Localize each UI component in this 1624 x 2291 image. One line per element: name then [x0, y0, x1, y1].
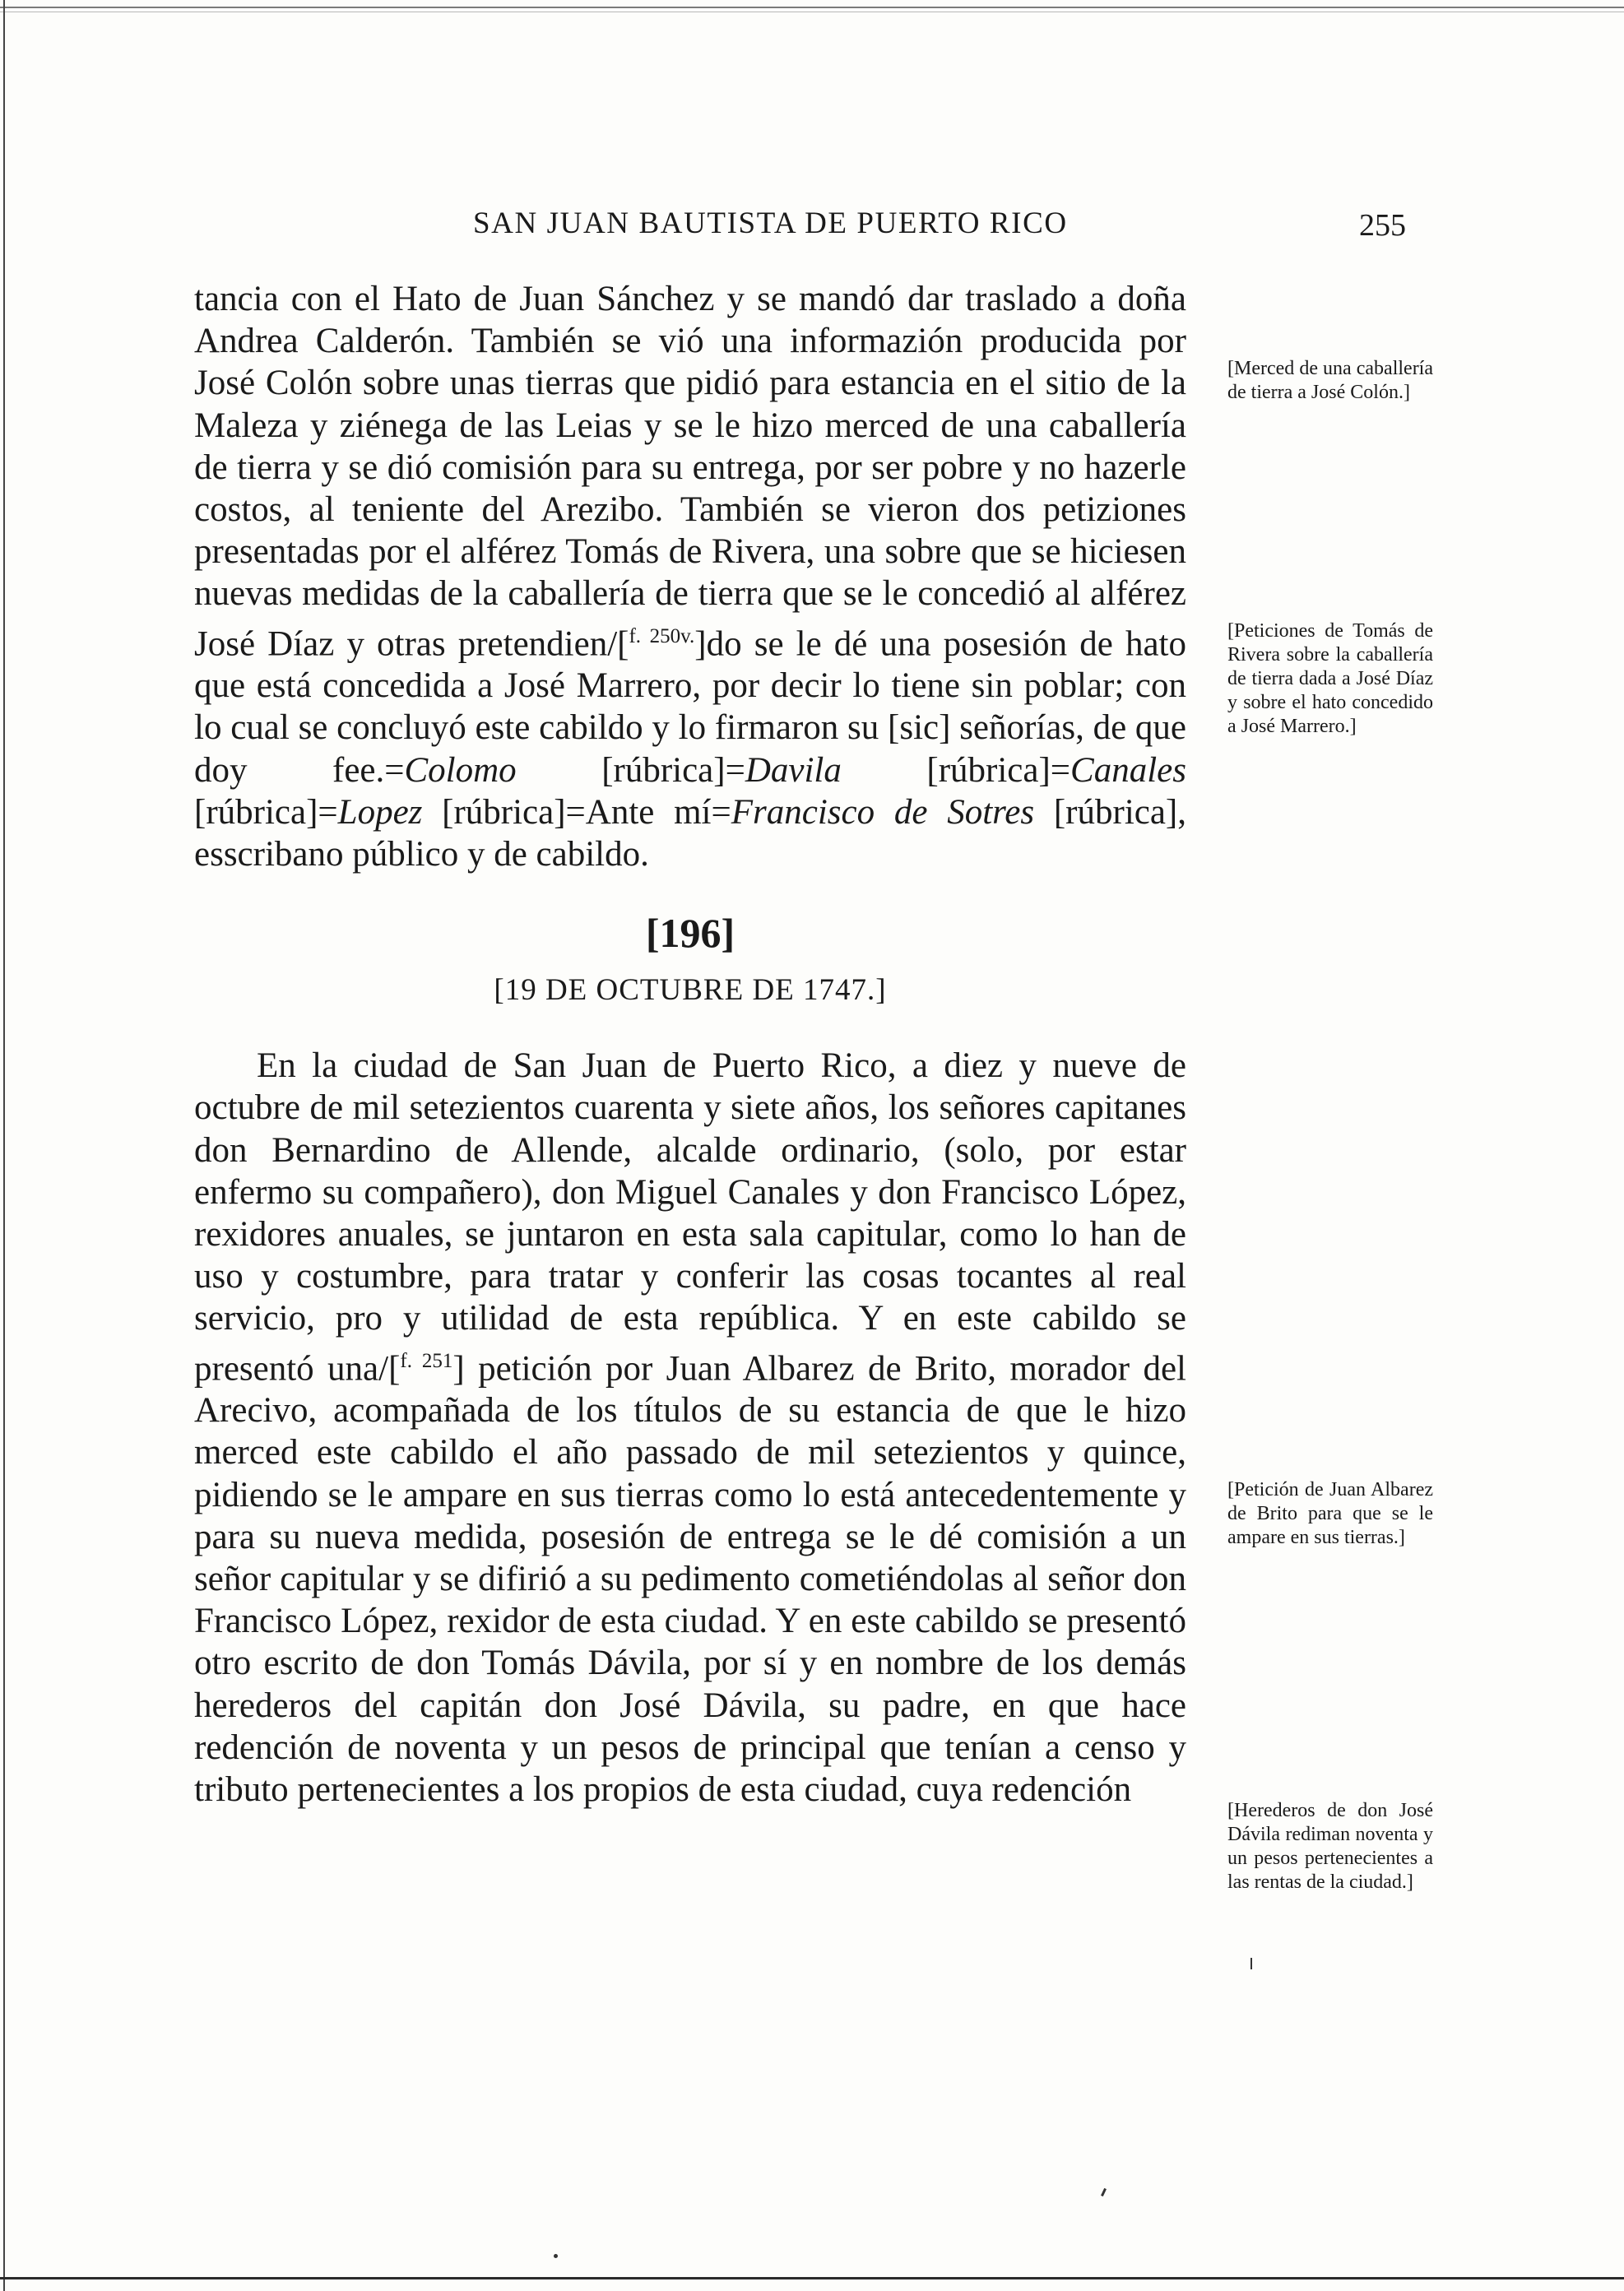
running-head: SAN JUAN BAUTISTA DE PUERTO RICO [473, 206, 1068, 240]
page-left-edge [3, 0, 5, 2291]
page-number: 255 [1359, 208, 1406, 243]
rubrica-text: [rúbrica]= [194, 792, 338, 832]
continued-text-b: ]do se le dé una posesión de hato que está concedida a José Marrero, por decir lo tiene sin poblar; con lo cual se concluyó este cabildo y lo firmaron su [sic] señorías, de que doy fee.= [194, 624, 1187, 790]
signature-davila: Davila [745, 750, 842, 790]
document-number: [196] [645, 910, 735, 957]
document-text-b: ] petición por Juan Albarez de Brito, morador del Arecivo, acompañada de los títulos de su estancia de que le hizo merced este cabildo el año passado de mil setezientos y quince, pidiendo se le ampare en sus tierras como lo está antecedentemente y para su nueva medida, posesión de entrega se le dé comisión a un señor capitular y se difirió a su pedimento cometiéndolas al señor don Francisco López, rexidor de esta ciudad. Y en este cabildo se presentó otro escrito de don Tomás Dávila, por sí y en nombre de los demás herederos del capitán don José Dávila, su padre, en que hace redención de noventa y un pesos de principal que tenían a censo y tributo pertenecientes a los propios de esta ciudad, cuya redención [194, 1348, 1187, 1809]
folio-marker: f. 250v. [629, 624, 695, 647]
print-speck [1250, 1958, 1252, 1969]
rubrica-text: [rúbrica]= [516, 750, 745, 790]
document-text-a: En la ciudad de San Juan de Puerto Rico, a diez y nueve de octubre de mil setezientos cuarenta y siete años, los señores capitanes don Bernardino de Allende, alcalde ordinario, (solo, por estar enfermo su compañero), don Miguel Canales y don Francisco López, rexidores anuales, se juntaron en esta sala capitular, como lo han de uso y costumbre, para tratar y conferir las cosas tocantes al real servicio, pro y utilidad de esta república. Y en este cabildo se presentó una/[ [194, 1046, 1186, 1388]
signature-canales: Canales [1070, 750, 1186, 790]
signature-colomo: Colomo [404, 750, 517, 790]
continued-paragraph [194, 278, 1186, 875]
rubrica-text: [rúbrica]=Ante mí= [422, 792, 731, 832]
document-paragraph [194, 1045, 1186, 1811]
rubrica-text: [rúbrica]= [841, 750, 1071, 790]
bottom-rule [0, 2277, 1624, 2279]
closing-text: [rúbrica], esscribano público y de cabildo. [194, 792, 1187, 874]
margin-note: [Petición de Juan Albarez de Brito para que se le ampare en sus tierras.] [1227, 1479, 1433, 1548]
print-speck [1101, 2188, 1107, 2196]
continued-text: tancia con el Hato de Juan Sánchez y se mandó dar traslado a doña Andrea Calderón. También se vió una informazión producida por José Colón sobre unas tierras que pidió para estancia en el sitio de la Maleza y ziénega de las Leias y se le hizo merced de una caballería de tierra y se dió comisión para su entrega, por ser pobre y no hazerle costos, al teniente del Arezibo. También se vieron dos petiziones presentadas por el alférez Tomás de Rivera, una sobre que se hiciesen nuevas medidas de la caballería de tierra que se le concedió al alférez José Díaz y otras pretendien/[ [194, 280, 1186, 663]
top-rule [0, 7, 1624, 8]
main-text-column [194, 278, 1186, 1811]
print-speck [554, 2254, 558, 2258]
page-header [0, 206, 1624, 255]
signature-lopez: Lopez [337, 792, 423, 832]
document-date: [19 DE OCTUBRE DE 1747.] [494, 973, 887, 1008]
folio-marker: f. 251 [400, 1349, 453, 1372]
signature-sotres: Francisco de Sotres [731, 792, 1035, 832]
margin-note: [Merced de una caballería de tierra a José Colón.] [1227, 358, 1433, 403]
margin-note: [Peticiones de Tomás de Rivera sobre la caballería de tierra dada a José Díaz y sobre el hato concedido a José Marrero.] [1227, 620, 1433, 737]
margin-note: [Herederos de don José Dávila rediman noventa y un pesos pertenecientes a las rentas de la ciudad.] [1227, 1800, 1433, 1893]
